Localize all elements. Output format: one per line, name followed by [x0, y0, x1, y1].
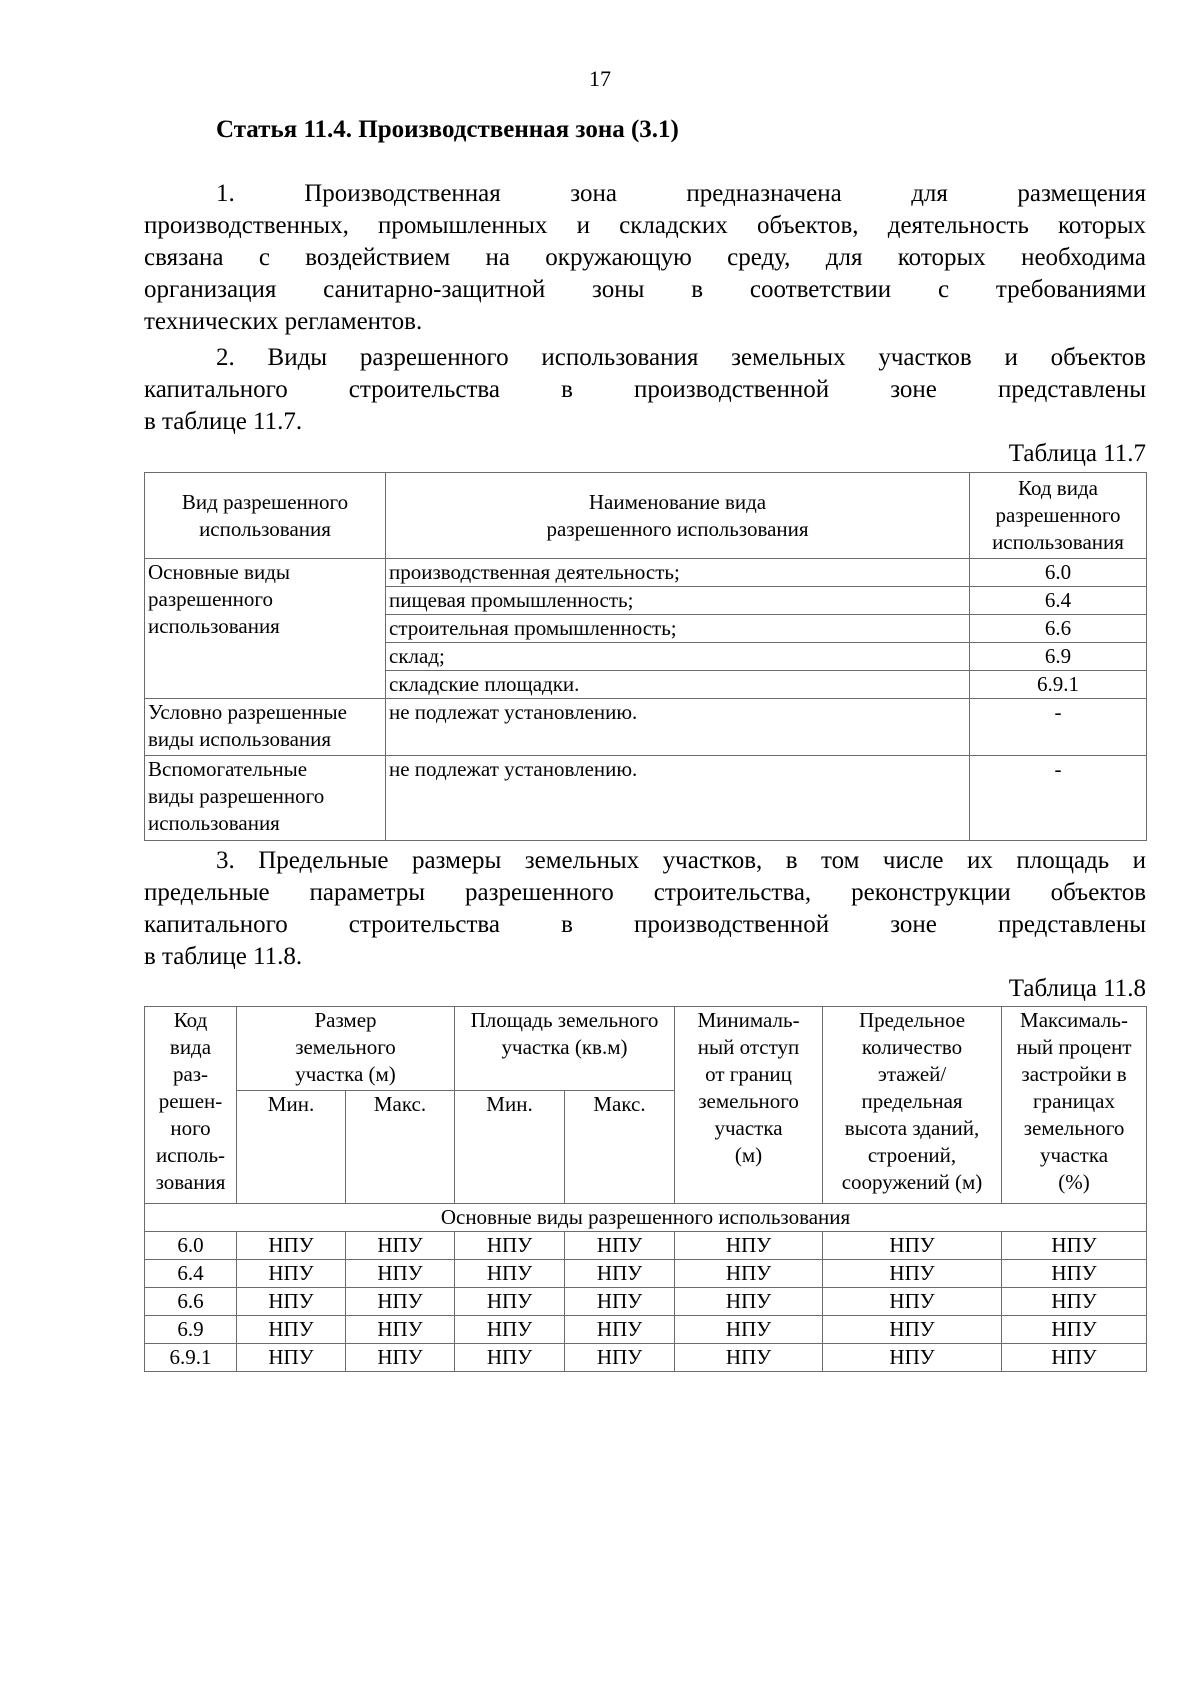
table-11-7-caption: Таблица 11.7 [1008, 440, 1146, 467]
value-cell: НПУ [455, 1232, 565, 1260]
table-row [145, 1288, 1147, 1316]
table-row [145, 1316, 1147, 1344]
paragraph-line: организация санитарно-защитной зоны в соответствии с требованиями [144, 276, 1146, 303]
value-cell: НПУ [1002, 1344, 1147, 1372]
header-line: использования [199, 516, 331, 541]
value-cell: НПУ [675, 1288, 823, 1316]
header-line: этажей/ [877, 1062, 947, 1086]
label-line: использования [148, 811, 280, 835]
code-cell: 6.6 [145, 1288, 237, 1316]
header-line: разрешенного использования [546, 516, 809, 541]
paragraph-2 [144, 342, 1146, 438]
header-line: количество [861, 1035, 963, 1059]
header-line: Размер [314, 1008, 377, 1032]
value-cell: НПУ [346, 1344, 455, 1372]
label-line: виды разрешенного [148, 784, 325, 808]
header-line: зования [155, 1170, 226, 1194]
code-cell: 6.9.1 [145, 1344, 237, 1372]
value-cell: НПУ [455, 1260, 565, 1288]
header-line: (м) [734, 1143, 763, 1167]
conditional-use-label [145, 699, 386, 756]
paragraph-line: предельные параметры разрешенного строительства, реконструкции объектов [144, 879, 1146, 906]
header-line: раз- [172, 1062, 209, 1086]
use-code-cell: - [970, 699, 1147, 756]
code-cell: 6.9 [145, 1316, 237, 1344]
header-line: Код вида [1018, 476, 1098, 500]
table-row [145, 1232, 1147, 1260]
use-code-cell: 6.9.1 [970, 671, 1147, 699]
use-code-cell: 6.0 [970, 559, 1147, 587]
value-cell: НПУ [675, 1344, 823, 1372]
header-line: Код [173, 1008, 208, 1032]
value-cell: НПУ [565, 1232, 675, 1260]
value-cell: НПУ [823, 1260, 1002, 1288]
paragraph-line: 1. Производственная зона предназначена для размещения [216, 180, 1146, 207]
table-11-8 [144, 1006, 1147, 1372]
value-cell: НПУ [455, 1316, 565, 1344]
page-number: 17 [589, 66, 611, 91]
use-name-cell: пищевая промышленность; [386, 587, 970, 615]
value-cell: НПУ [237, 1316, 346, 1344]
use-name-cell: строительная промышленность; [386, 615, 970, 643]
value-cell: НПУ [565, 1288, 675, 1316]
label-line: Условно разрешенные [148, 700, 347, 724]
header-line: Максималь- [1020, 1008, 1128, 1032]
header-line: Вид разрешенного [181, 489, 349, 514]
paragraph-3 [144, 845, 1146, 973]
use-name-cell: производственная деятельность; [386, 559, 970, 587]
use-name-cell: складские площадки. [386, 671, 970, 699]
header-use-code [970, 473, 1147, 559]
value-cell: НПУ [823, 1232, 1002, 1260]
header-line: вида [169, 1035, 212, 1059]
header-min-setback [675, 1007, 823, 1204]
value-cell: НПУ [237, 1260, 346, 1288]
value-cell: НПУ [455, 1288, 565, 1316]
header-line: Минималь- [697, 1008, 800, 1032]
value-cell: НПУ [346, 1260, 455, 1288]
header-line: участка [1039, 1143, 1109, 1167]
header-permitted-use-type [145, 473, 386, 559]
paragraph-1 [144, 178, 1146, 338]
header-plot-size [237, 1007, 455, 1091]
value-cell: НПУ [565, 1344, 675, 1372]
label-line: использования [148, 614, 280, 638]
value-cell: НПУ [675, 1260, 823, 1288]
header-size-min: Мин. [237, 1091, 346, 1204]
paragraph-line: капитального строительства в производственной зоне представлены [144, 911, 1146, 938]
header-line: застройки в [1021, 1062, 1127, 1086]
table-11-7 [144, 472, 1147, 841]
header-line: земельного [1023, 1116, 1125, 1140]
value-cell: НПУ [346, 1288, 455, 1316]
paragraph-line: в таблице 11.7. [144, 408, 303, 435]
header-line: предельная [861, 1089, 963, 1113]
header-line: ного [170, 1116, 211, 1140]
value-cell: НПУ [675, 1232, 823, 1260]
section-label: Основные виды разрешенного использования [145, 1204, 1147, 1232]
table-header-row [145, 473, 1147, 559]
value-cell: НПУ [455, 1344, 565, 1372]
header-line: участка (м) [295, 1062, 396, 1086]
auxiliary-use-label [145, 756, 386, 841]
table-row [145, 699, 1147, 756]
header-line: сооружений (м) [841, 1170, 983, 1194]
header-area-min: Мин. [455, 1091, 565, 1204]
table-11-8-caption: Таблица 11.8 [1008, 975, 1146, 1002]
header-line: границах [1033, 1089, 1115, 1113]
header-line: исполь- [155, 1143, 226, 1167]
header-line: земельного [698, 1089, 799, 1113]
paragraph-line: 2. Виды разрешенного использования земельных участков и объектов [216, 344, 1146, 371]
value-cell: НПУ [1002, 1316, 1147, 1344]
section-row [145, 1204, 1147, 1232]
use-name-cell: склад; [386, 643, 970, 671]
value-cell: НПУ [1002, 1288, 1147, 1316]
paragraph-line: производственных, промышленных и складских объектов, деятельность которых [144, 212, 1146, 239]
value-cell: НПУ [675, 1316, 823, 1344]
label-line: Вспомогательные [148, 757, 308, 781]
main-group-label [145, 559, 386, 699]
use-code-cell: 6.4 [970, 587, 1147, 615]
value-cell: НПУ [823, 1288, 1002, 1316]
value-cell: НПУ [1002, 1232, 1147, 1260]
table-row [145, 1344, 1147, 1372]
use-code-cell: 6.9 [970, 643, 1147, 671]
value-cell: НПУ [565, 1260, 675, 1288]
value-cell: НПУ [823, 1316, 1002, 1344]
table-row [145, 559, 1147, 587]
header-max-coverage [1002, 1007, 1147, 1204]
article-heading: Статья 11.4. Производственная зона (3.1) [216, 116, 679, 143]
table-row [145, 1260, 1147, 1288]
header-max-floors [823, 1007, 1002, 1204]
code-cell: 6.4 [145, 1260, 237, 1288]
paragraph-line: капитального строительства в производственной зоне представлены [144, 376, 1146, 403]
label-line: Основные виды [148, 560, 291, 584]
header-line: строений, [867, 1143, 957, 1167]
use-name-cell: не подлежат установлению. [386, 699, 970, 756]
header-plot-area [455, 1007, 675, 1091]
header-use-name [386, 473, 970, 559]
header-line: ный отступ [697, 1035, 800, 1059]
header-line: земельного [295, 1035, 396, 1059]
paragraph-line: технических регламентов. [144, 308, 423, 335]
header-line: от границ [705, 1062, 792, 1086]
header-line: участка (кв.м) [501, 1035, 628, 1059]
header-size-max: Макс. [346, 1091, 455, 1204]
label-line: разрешенного [148, 587, 273, 611]
header-line: решен- [158, 1089, 223, 1113]
paragraph-line: в таблице 11.8. [144, 943, 303, 970]
table-row [145, 756, 1147, 841]
header-line: участка [714, 1116, 783, 1140]
use-code-cell: 6.6 [970, 615, 1147, 643]
header-area-max: Макс. [565, 1091, 675, 1204]
use-code-cell: - [970, 756, 1147, 841]
header-line: использования [992, 530, 1124, 554]
header-line: Наименование вида [588, 489, 767, 514]
value-cell: НПУ [237, 1232, 346, 1260]
table-header-row [145, 1007, 1147, 1091]
value-cell: НПУ [237, 1288, 346, 1316]
value-cell: НПУ [565, 1316, 675, 1344]
paragraph-line: 3. Предельные размеры земельных участков, в том числе их площадь и [216, 847, 1146, 874]
label-line: виды использования [148, 727, 332, 751]
value-cell: НПУ [346, 1316, 455, 1344]
value-cell: НПУ [823, 1344, 1002, 1372]
value-cell: НПУ [346, 1232, 455, 1260]
header-line: высота зданий, [844, 1116, 980, 1140]
value-cell: НПУ [237, 1344, 346, 1372]
header-line: Площадь земельного [470, 1008, 659, 1032]
value-cell: НПУ [1002, 1260, 1147, 1288]
header-code [145, 1007, 237, 1204]
header-line: разрешенного [995, 503, 1121, 527]
header-line: (%) [1058, 1170, 1090, 1194]
header-line: ный процент [1016, 1035, 1132, 1059]
code-cell: 6.0 [145, 1232, 237, 1260]
use-name-cell: не подлежат установлению. [386, 756, 970, 841]
header-line: Предельное [858, 1008, 966, 1032]
paragraph-line: связана с воздействием на окружающую среду, для которых необходима [144, 244, 1146, 271]
